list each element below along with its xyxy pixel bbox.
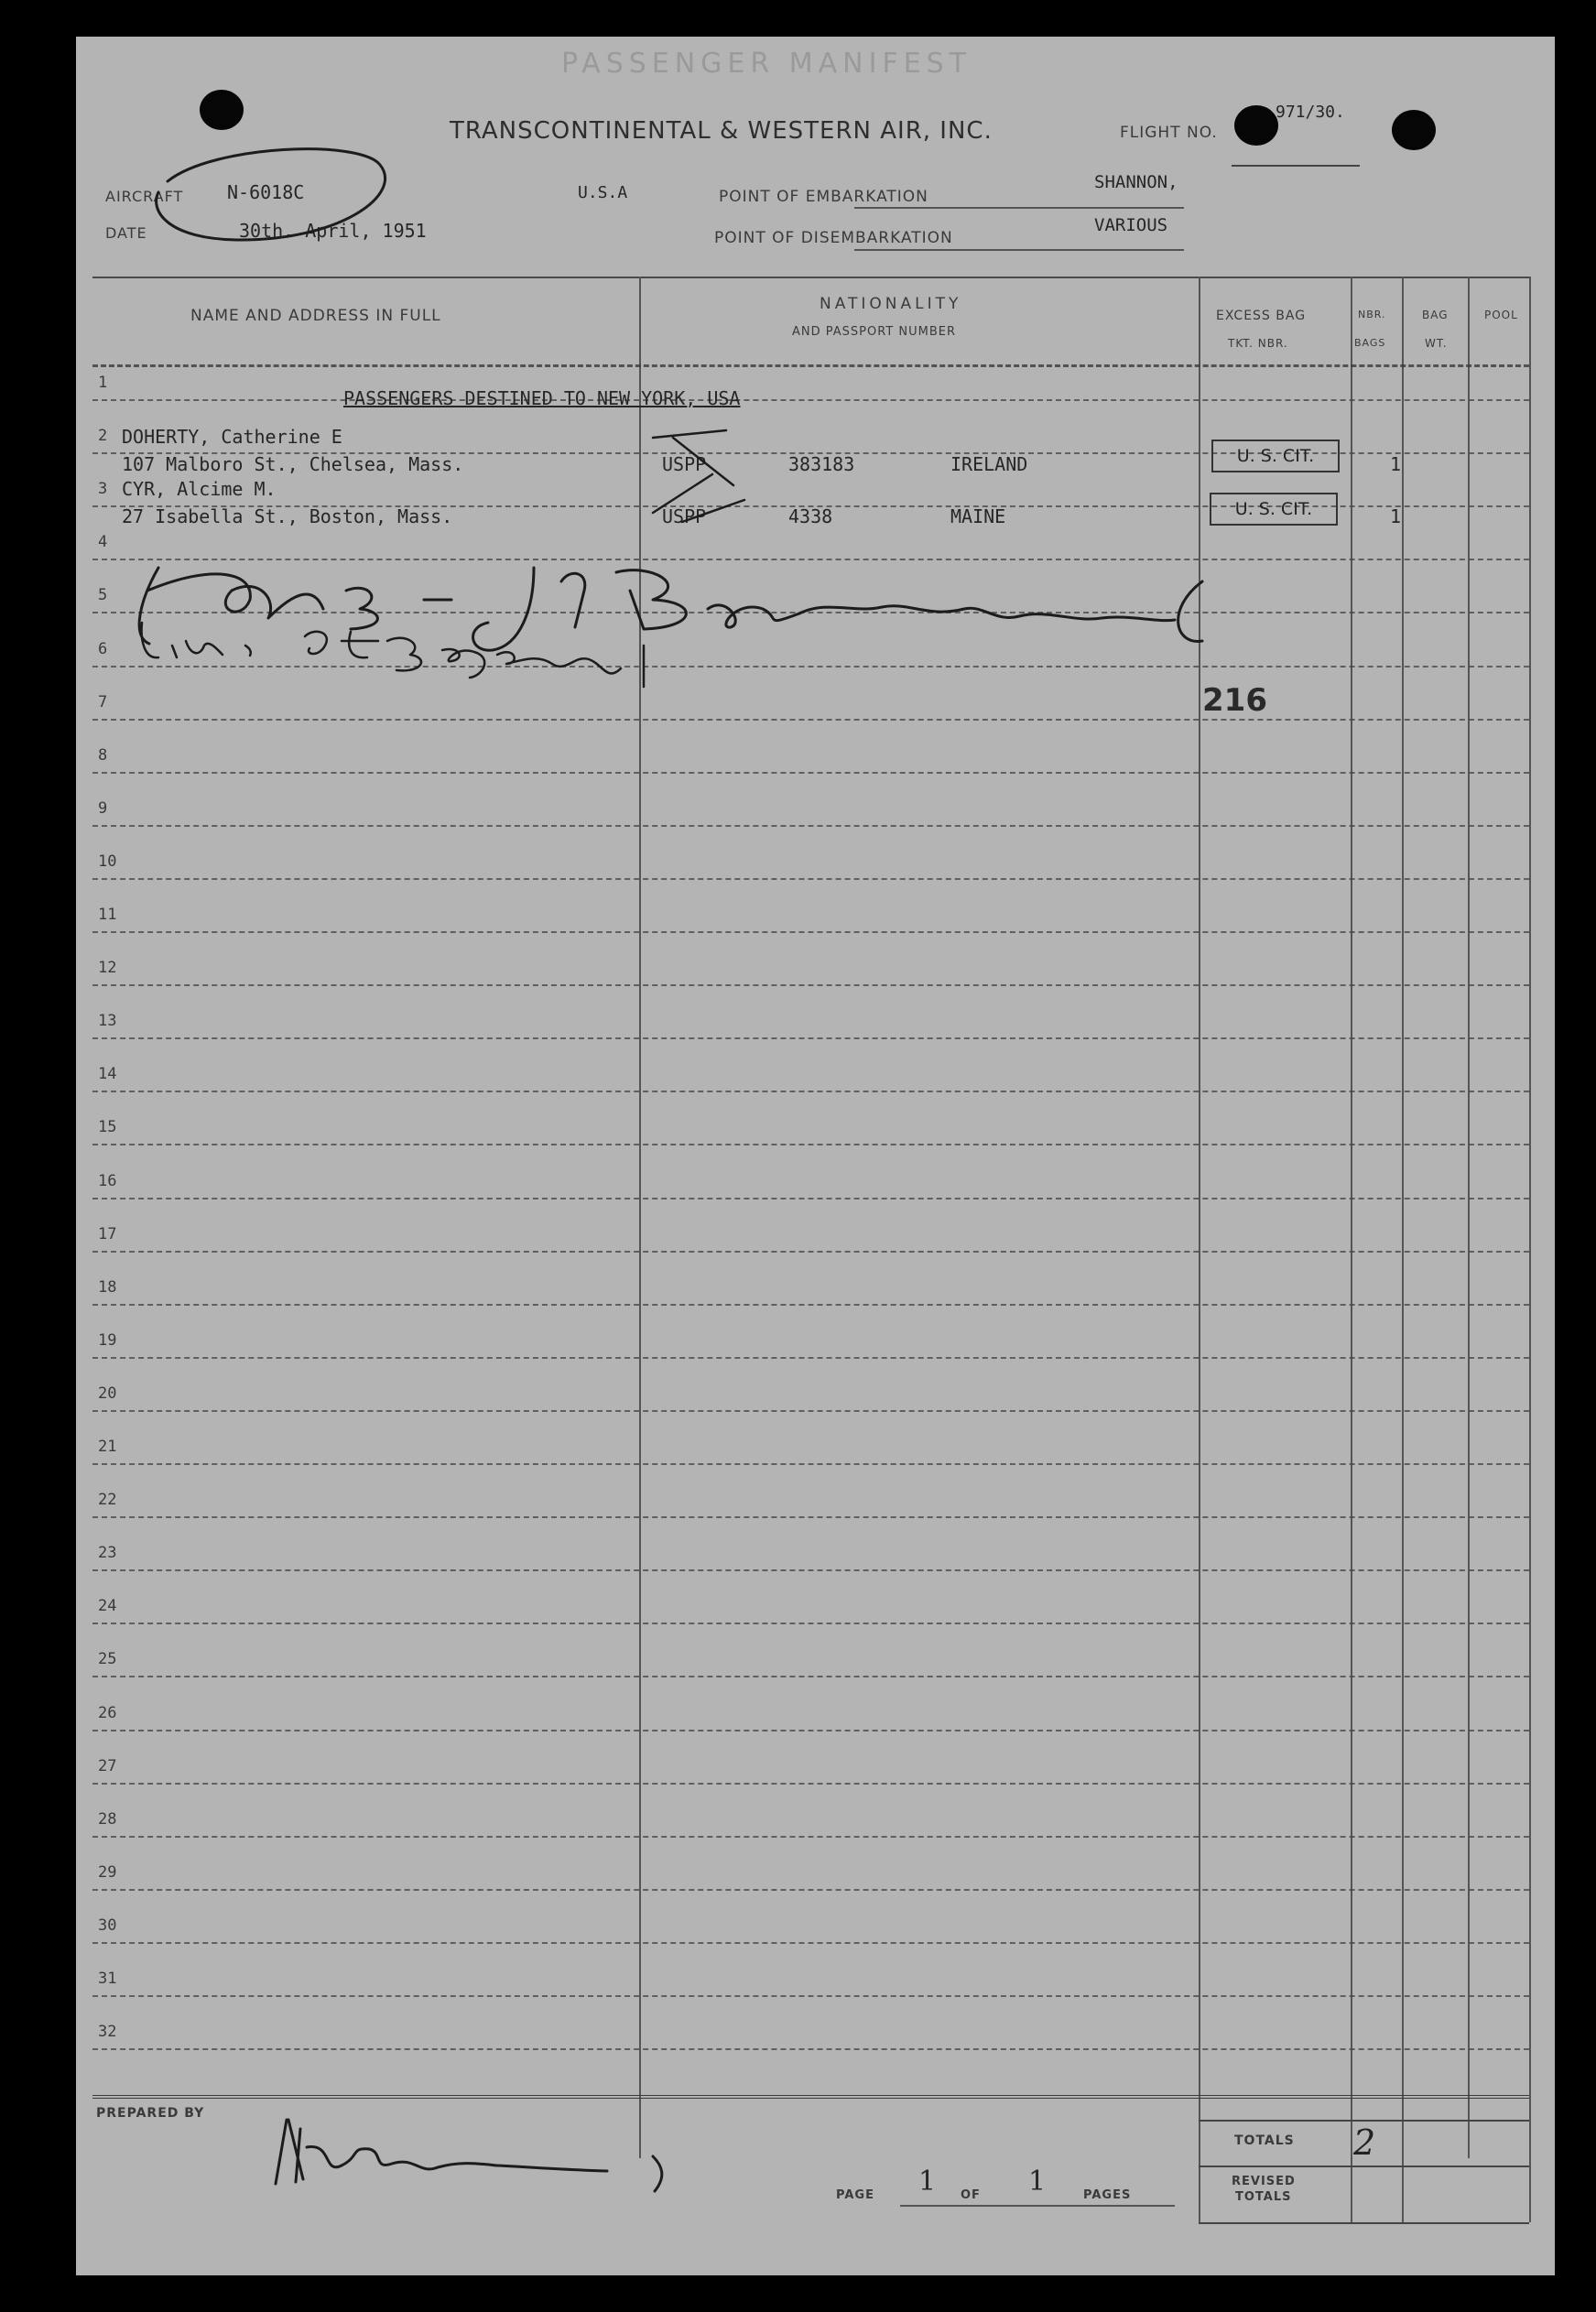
header-top-rule: [92, 277, 1529, 278]
row-number: 21: [98, 1438, 117, 1456]
row-line: [92, 1995, 1529, 1997]
passenger-2-name: CYR, Alcime M.: [122, 478, 277, 500]
col-nbr-header-2: BAGS: [1354, 337, 1386, 349]
disembark-value: VARIOUS: [1094, 215, 1168, 235]
col-excess-header-2: TKT. NBR.: [1228, 337, 1288, 350]
row-number: 31: [98, 1970, 117, 1988]
company-name: TRANSCONTINENTAL & WESTERN AIR, INC.: [450, 117, 993, 145]
row-number: 13: [98, 1012, 117, 1030]
row-line: [92, 1730, 1529, 1731]
handwritten-note-line2: [131, 604, 699, 705]
row-line: [92, 1304, 1529, 1306]
passenger-1-bags: 1: [1390, 453, 1402, 475]
embark-label: POINT OF EMBARKATION: [719, 188, 928, 206]
row-line: [92, 1569, 1529, 1571]
row-line: [92, 772, 1529, 774]
row-number: 10: [98, 852, 117, 871]
col-excess-header: EXCESS BAG: [1216, 309, 1307, 323]
totals-label: TOTALS: [1234, 2133, 1295, 2148]
row-line: [92, 1463, 1529, 1465]
embark-underline: [854, 207, 1184, 209]
col-divider: [1402, 277, 1404, 2222]
passenger-1-name: DOHERTY, Catherine E: [122, 426, 342, 448]
row-line: [92, 1037, 1529, 1039]
col-nbr-header: NBR.: [1358, 309, 1386, 320]
date-label: DATE: [105, 224, 147, 242]
row-line: [92, 878, 1529, 880]
passenger-2-place: MAINE: [950, 505, 1006, 527]
passenger-2-ticket-stamp: U. S. CIT.: [1210, 493, 1338, 526]
passenger-1-place: IRELAND: [950, 453, 1028, 475]
prepared-by-label: PREPARED BY: [96, 2106, 205, 2121]
row-number: 2: [98, 427, 108, 445]
col-passport-header: AND PASSPORT NUMBER: [792, 325, 957, 339]
row-line: [92, 399, 1529, 401]
row-line: [92, 1942, 1529, 1944]
row-number: 24: [98, 1597, 117, 1615]
page-label: PAGE: [836, 2188, 874, 2202]
row-number: 20: [98, 1384, 117, 1403]
passenger-2-address: 27 Isabella St., Boston, Mass.: [122, 505, 453, 527]
row-line: [92, 1410, 1529, 1412]
disembark-underline: [854, 249, 1184, 251]
passenger-1-address: 107 Malboro St., Chelsea, Mass.: [122, 453, 464, 475]
row-number: 28: [98, 1810, 117, 1829]
flight-no-underline: [1232, 165, 1360, 167]
pages-label: PAGES: [1083, 2188, 1132, 2202]
row-line: [92, 1357, 1529, 1359]
passenger-2-doc: USPP: [662, 505, 707, 527]
row-number: 22: [98, 1491, 117, 1509]
embark-value: SHANNON,: [1094, 172, 1178, 192]
totals-bottom-rule: [1199, 2222, 1529, 2224]
preparer-signature: [259, 2092, 809, 2202]
page-number: 1: [918, 2165, 937, 2198]
col-bag-header: BAG: [1422, 309, 1449, 321]
row-number: 5: [98, 586, 108, 604]
totals-value: 2: [1353, 2122, 1376, 2163]
aircraft-country: U.S.A: [578, 183, 628, 202]
col-bag-header-2: WT.: [1425, 337, 1448, 350]
row-number: 7: [98, 693, 108, 711]
aircraft-value: N-6018C: [227, 181, 305, 203]
row-line: [92, 719, 1529, 721]
row-number: 17: [98, 1225, 117, 1243]
row-number: 19: [98, 1331, 117, 1350]
row-number: 11: [98, 906, 117, 924]
row-number: 27: [98, 1757, 117, 1775]
row-number: 8: [98, 746, 108, 765]
row-number: 18: [98, 1278, 117, 1297]
row-number: 4: [98, 533, 108, 551]
passenger-1-doc: USPP: [662, 453, 707, 475]
row-line: [92, 1783, 1529, 1785]
row-line: [92, 825, 1529, 827]
row-number: 1: [98, 374, 108, 392]
passenger-1-ticket-stamp: U. S. CIT.: [1211, 440, 1340, 472]
flight-no-value: 971/30.: [1276, 103, 1345, 122]
row-line: [92, 1836, 1529, 1838]
row-line: [92, 1889, 1529, 1891]
totals-mid-rule: [1199, 2165, 1529, 2167]
row-number: 15: [98, 1118, 117, 1136]
faded-title: PASSENGER MANIFEST: [561, 48, 972, 80]
totals-top-rule: [1199, 2120, 1529, 2122]
date-value: 30th. April, 1951: [239, 220, 427, 242]
revised-label-2: TOTALS: [1235, 2190, 1292, 2204]
row-number: 16: [98, 1172, 117, 1190]
header-bottom-rule: [92, 364, 1529, 367]
row-number: 9: [98, 799, 108, 818]
destination-heading: PASSENGERS DESTINED TO NEW YORK, USA: [343, 387, 741, 409]
aircraft-label: AIRCRAFT: [105, 188, 184, 205]
row-number: 26: [98, 1704, 117, 1722]
row-number: 25: [98, 1650, 117, 1668]
row-line: [92, 1091, 1529, 1092]
col-name-header: NAME AND ADDRESS IN FULL: [190, 307, 441, 325]
punch-hole: [200, 90, 244, 130]
col-pool-header: POOL: [1484, 309, 1518, 321]
row-number: 23: [98, 1544, 117, 1562]
of-label: OF: [961, 2188, 981, 2202]
aircraft-oval: [131, 137, 424, 256]
row-line: [92, 1623, 1529, 1624]
passenger-2-bags: 1: [1390, 505, 1402, 527]
page-underline: [900, 2205, 1175, 2207]
row-number: 30: [98, 1916, 117, 1935]
row-line: [92, 1251, 1529, 1253]
row-line: [92, 1198, 1529, 1199]
disembark-label: POINT OF DISEMBARKATION: [714, 229, 953, 247]
punch-hole: [1234, 105, 1278, 146]
row-number: 12: [98, 959, 117, 977]
page-total: 1: [1028, 2165, 1047, 2198]
passenger-2-number: 4338: [788, 505, 833, 527]
stamp-number: 216: [1202, 682, 1267, 719]
row-number: 3: [98, 480, 108, 498]
row-number: 14: [98, 1065, 117, 1083]
passenger-1-number: 383183: [788, 453, 855, 475]
row-line: [92, 984, 1529, 986]
row-line: [92, 1516, 1529, 1518]
col-divider: [1529, 277, 1531, 2222]
row-number: 29: [98, 1863, 117, 1882]
manifest-sheet: [76, 37, 1555, 2275]
row-line: [92, 1676, 1529, 1677]
row-number: 6: [98, 640, 108, 658]
row-line: [92, 2048, 1529, 2050]
punch-hole: [1392, 110, 1436, 150]
row-line: [92, 1144, 1529, 1145]
row-line: [92, 931, 1529, 933]
flight-no-label: FLIGHT NO.: [1120, 124, 1218, 142]
col-divider: [1351, 277, 1352, 2222]
revised-label: REVISED: [1232, 2175, 1296, 2188]
row-number: 32: [98, 2023, 117, 2041]
col-nationality-header: NATIONALITY: [820, 295, 962, 313]
